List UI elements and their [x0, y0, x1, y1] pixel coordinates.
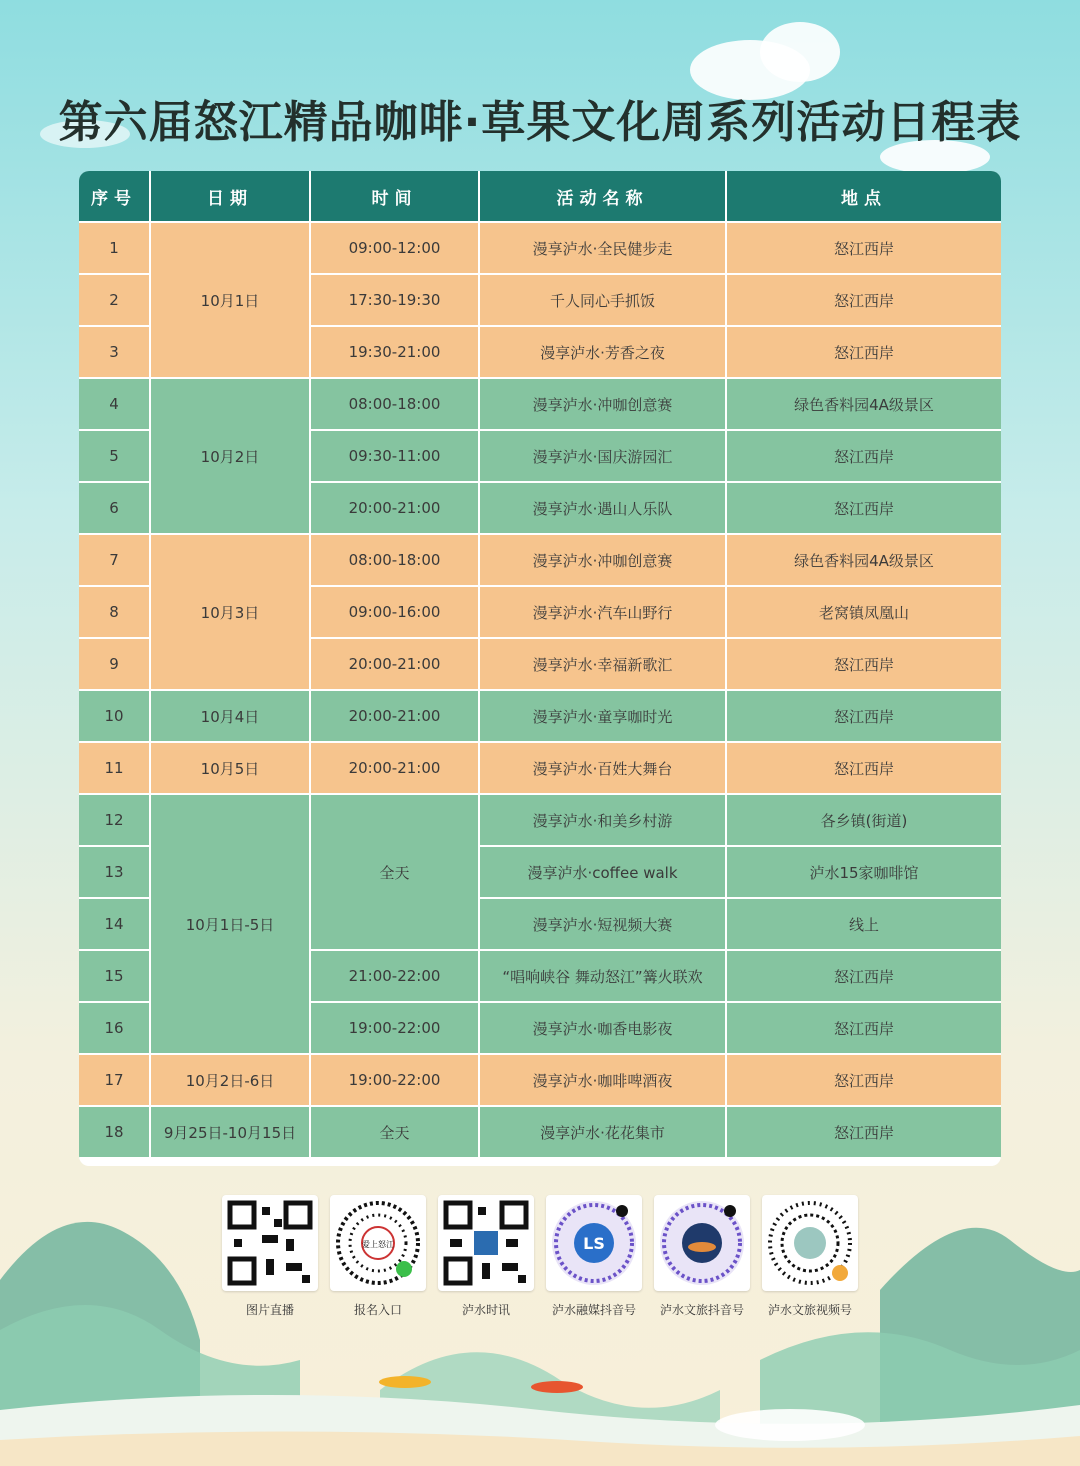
row-number: 1 [79, 222, 150, 274]
row-activity: 漫享泸水·遇山人乐队 [479, 482, 726, 534]
qr-code-icon [222, 1195, 318, 1291]
table-header-row [79, 171, 1001, 222]
table-row [79, 794, 1001, 846]
row-activity: 漫享泸水·童享咖时光 [479, 690, 726, 742]
row-activity: 漫享泸水·全民健步走 [479, 222, 726, 274]
row-activity: 漫享泸水·冲咖创意赛 [479, 378, 726, 430]
row-number: 5 [79, 430, 150, 482]
row-number: 6 [79, 482, 150, 534]
header-activity: 活动名称 [479, 171, 726, 222]
row-location: 怒江西岸 [726, 222, 1001, 274]
row-location: 怒江西岸 [726, 326, 1001, 378]
row-activity: 漫享泸水·芳香之夜 [479, 326, 726, 378]
row-date: 10月2日-6日 [150, 1054, 310, 1106]
row-number: 15 [79, 950, 150, 1002]
table-row [79, 1054, 1001, 1106]
row-activity: 漫享泸水·幸福新歌汇 [479, 638, 726, 690]
row-location: 怒江西岸 [726, 430, 1001, 482]
header-location: 地点 [726, 171, 1001, 222]
row-number: 16 [79, 1002, 150, 1054]
header-no: 序号 [79, 171, 150, 222]
row-date: 10月5日 [150, 742, 310, 794]
qr-code-icon [762, 1195, 858, 1291]
row-number: 18 [79, 1106, 150, 1158]
schedule-table [79, 171, 1001, 1166]
row-activity: 漫享泸水·coffee walk [479, 846, 726, 898]
row-date: 9月25日-10月15日 [150, 1106, 310, 1158]
row-activity: “唱响峡谷 舞动怒江”篝火联欢 [479, 950, 726, 1002]
row-time: 20:00-21:00 [310, 690, 479, 742]
qr-code-item[interactable] [438, 1195, 534, 1318]
row-number: 3 [79, 326, 150, 378]
row-time: 08:00-18:00 [310, 534, 479, 586]
qr-code-row [222, 1195, 862, 1325]
row-time: 20:00-21:00 [310, 638, 479, 690]
row-time: 全天 [310, 794, 479, 950]
row-location: 各乡镇(街道) [726, 794, 1001, 846]
row-location: 怒江西岸 [726, 950, 1001, 1002]
qr-code-label: 图片直播 [245, 1303, 294, 1317]
row-location: 怒江西岸 [726, 482, 1001, 534]
table-row [79, 534, 1001, 586]
row-location: 绿色香料园4A级景区 [726, 378, 1001, 430]
row-time: 08:00-18:00 [310, 378, 479, 430]
row-location: 泸水15家咖啡馆 [726, 846, 1001, 898]
table-row [79, 742, 1001, 794]
row-number: 11 [79, 742, 150, 794]
header-time: 时间 [310, 171, 479, 222]
qr-code-item[interactable] [222, 1195, 318, 1318]
row-location: 怒江西岸 [726, 274, 1001, 326]
row-activity: 漫享泸水·咖香电影夜 [479, 1002, 726, 1054]
qr-code-item[interactable] [654, 1195, 750, 1318]
row-number: 4 [79, 378, 150, 430]
row-time: 20:00-21:00 [310, 742, 479, 794]
qr-code-item[interactable] [762, 1195, 858, 1318]
row-time: 全天 [310, 1106, 479, 1158]
table-row [79, 378, 1001, 430]
qr-code-icon [546, 1195, 642, 1291]
row-location: 线上 [726, 898, 1001, 950]
row-location: 绿色香料园4A级景区 [726, 534, 1001, 586]
qr-code-icon [654, 1195, 750, 1291]
row-activity: 漫享泸水·短视频大赛 [479, 898, 726, 950]
row-location: 怒江西岸 [726, 638, 1001, 690]
qr-inner-text: 爱上怒江 [362, 1240, 394, 1249]
row-activity: 漫享泸水·花花集市 [479, 1106, 726, 1158]
row-activity: 千人同心手抓饭 [479, 274, 726, 326]
qr-code-item[interactable] [546, 1195, 642, 1318]
row-time: 09:00-16:00 [310, 586, 479, 638]
row-date: 10月4日 [150, 690, 310, 742]
row-time: 19:30-21:00 [310, 326, 479, 378]
qr-code-label: 泸水时讯 [461, 1303, 510, 1317]
row-date: 10月1日 [150, 222, 310, 378]
row-activity: 漫享泸水·冲咖创意赛 [479, 534, 726, 586]
qr-code-label: 泸水文旅视频号 [767, 1303, 852, 1317]
row-number: 14 [79, 898, 150, 950]
row-activity: 漫享泸水·百姓大舞台 [479, 742, 726, 794]
row-time: 19:00-22:00 [310, 1002, 479, 1054]
row-location: 怒江西岸 [726, 690, 1001, 742]
qr-code-item[interactable] [330, 1195, 426, 1318]
row-time: 09:30-11:00 [310, 430, 479, 482]
row-date: 10月1日-5日 [150, 794, 310, 1054]
row-activity: 漫享泸水·咖啡啤酒夜 [479, 1054, 726, 1106]
qr-code-label: 报名入口 [353, 1303, 402, 1317]
row-time: 20:00-21:00 [310, 482, 479, 534]
header-date: 日期 [150, 171, 310, 222]
row-number: 12 [79, 794, 150, 846]
row-time: 09:00-12:00 [310, 222, 479, 274]
row-time: 19:00-22:00 [310, 1054, 479, 1106]
row-location: 怒江西岸 [726, 1054, 1001, 1106]
row-number: 2 [79, 274, 150, 326]
qr-code-icon [438, 1195, 534, 1291]
row-number: 8 [79, 586, 150, 638]
row-date: 10月3日 [150, 534, 310, 690]
page-title: 第六届怒江精品咖啡·草果文化周系列活动日程表 [58, 97, 1022, 148]
row-time: 17:30-19:30 [310, 274, 479, 326]
row-number: 17 [79, 1054, 150, 1106]
row-number: 9 [79, 638, 150, 690]
row-activity: 漫享泸水·和美乡村游 [479, 794, 726, 846]
table-row [79, 222, 1001, 274]
row-location: 怒江西岸 [726, 742, 1001, 794]
row-number: 7 [79, 534, 150, 586]
row-location: 老窝镇凤凰山 [726, 586, 1001, 638]
row-number: 10 [79, 690, 150, 742]
qr-code-label: 泸水文旅抖音号 [659, 1303, 744, 1317]
row-location: 怒江西岸 [726, 1002, 1001, 1054]
row-time: 21:00-22:00 [310, 950, 479, 1002]
table-row [79, 690, 1001, 742]
row-activity: 漫享泸水·汽车山野行 [479, 586, 726, 638]
row-location: 怒江西岸 [726, 1106, 1001, 1158]
cloud-decoration [760, 22, 840, 82]
qr-code-label: 泸水融媒抖音号 [551, 1303, 636, 1317]
row-number: 13 [79, 846, 150, 898]
row-date: 10月2日 [150, 378, 310, 534]
table-row [79, 1106, 1001, 1158]
qr-code-icon [330, 1195, 426, 1291]
row-activity: 漫享泸水·国庆游园汇 [479, 430, 726, 482]
qr-inner-text: LS [583, 1234, 605, 1253]
